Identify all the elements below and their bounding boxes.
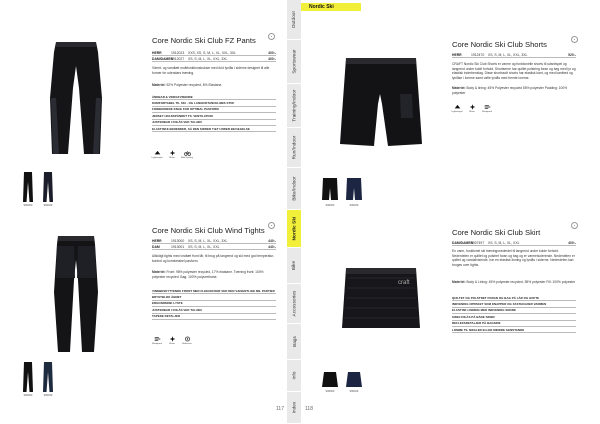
warm-icon: Warm [167, 150, 177, 159]
club-skirt-spec-table [452, 240, 576, 246]
club-shorts-image [336, 54, 426, 155]
windproof-icon: Windproof [482, 104, 492, 113]
feature-item: ÅNDBAR & VINDAFVISENDE [152, 94, 276, 100]
spec-row: HERR 1912470 XS, S, M, L, XL, XXL, 3XL 520:- [452, 52, 576, 57]
fz-pants-feature-icons [152, 150, 192, 159]
feature-item: JERSEY HOLDSPÅNDET TIL VENTILATION [152, 113, 276, 119]
reflective-icon: Reflective [182, 336, 192, 345]
tab-run-indoor[interactable]: Run/Indoor [287, 128, 301, 168]
fz-pants-image [36, 38, 116, 163]
club-shorts-badge-icon: ● [571, 36, 578, 43]
feature-item: INDVENDIG OPPAKET SOM KNAPPER OG FASTHOLDER VARMEN [452, 301, 576, 307]
feature-item: REFLEKSDETALJER PÅ BAGSIDE [452, 321, 576, 327]
color-thumb[interactable]: 999000 [22, 172, 34, 207]
feature-item: ELASTISK LINNING MED INDVENDIG SNORE [452, 308, 576, 314]
club-skirt-color-thumbs [322, 372, 362, 393]
tab-bags[interactable]: Bags [287, 324, 301, 360]
club-skirt-image [338, 262, 424, 339]
bike-icon: Bike/Cycling [182, 150, 192, 159]
club-shorts-description: CRAFT Nordic Ski Club Shorts er varme og funktionelle shorts til udsnitspel og langrend under koldt forhold. Shortserne har quiltet polstring foran og bag med lyr og elastisk inderbenslag. Disse shortssoft shorts har elastisk kant, og med kantbed og lynlåse i lomme samt vafle lynlås med fremte lomme. [452, 62, 576, 80]
fz-pants-description: Värmt- og vandtæt multifunktionsbukser med fuld lynlås i siderne designet til alle former for udendørs træning. [152, 66, 270, 75]
wind-tights-color-thumbs [22, 362, 54, 397]
fz-pants-badge-icon: ● [268, 33, 275, 40]
feature-item: FORBEDREDE KNAE FOR OPTIMAL PASFORM [152, 107, 276, 113]
color-thumb[interactable]: 999029 [346, 372, 362, 393]
wind-tights-title: Core Nordic Ski Club Wind Tights [152, 226, 265, 235]
tab-sportswear[interactable]: Sportswear [287, 40, 301, 84]
club-skirt-material: Materiel: Body & Lining: 45% polyester recycled, 55% polyester Fill: 100% polyester [452, 280, 576, 284]
lightweight-icon: Lightweight [152, 150, 162, 159]
spec-row: DAM/DAMEN 1907497 XS, S, M, L, XL, XXL 400:- [452, 240, 576, 245]
fz-pants-material: Materiel: 92% Polyester recycled, 8% Elastane. [152, 83, 223, 87]
left-page-number: 117 [276, 406, 284, 412]
feature-item: JUSTERBAR LYNLÅS VED TALJEN [152, 307, 276, 313]
feature-item: SIDELYNLÅS PÅ BÅDE SIDER [452, 314, 576, 320]
section-tab-strip [287, 0, 301, 424]
color-thumb[interactable]: 999000 [322, 178, 338, 207]
club-skirt-features [452, 295, 576, 333]
wind-tights-material: Materiel: Front: 98% polyester recycled, 17% elastane. Træning front: 100% polyester recycled. Bag: 100% polyurethane. [152, 270, 264, 279]
warm-icon: Warm [167, 336, 177, 345]
club-shorts-title: Core Nordic Ski Club Shorts [452, 40, 547, 49]
wind-tights-image [38, 232, 114, 361]
right-page-number: 118 [305, 406, 313, 412]
feature-item: ELASTISKE BENENDER, SÅ DEN SIDDER TÆT UNDER BEVÆGELSE [152, 126, 276, 132]
tab-accessories[interactable]: Accessories [287, 284, 301, 324]
feature-item: LOMME TIL NØGLER ELLER MINDRE GENSTANDE [452, 327, 576, 333]
wind-tights-spec-table [152, 238, 276, 250]
fz-pants-spec-table [152, 50, 276, 62]
fz-pants-features [152, 94, 276, 132]
club-shorts-spec-table [452, 52, 576, 58]
feature-item: VINDBESKYTTENDE FRONT MED FLEECEFOER VED DEN VÆSENTLIGE MIL PARTIER [152, 288, 275, 293]
section-header-band [301, 3, 361, 11]
color-thumb[interactable]: 999000 [322, 372, 338, 393]
club-shorts-color-thumbs [322, 178, 362, 207]
feature-item: JUSTERBAR LYNLÅS VED TALJEN [152, 120, 276, 126]
feature-item: KOMFORTABEL TIL SKI - OG LANGDISTANCELØBS STOF [152, 100, 276, 106]
tab-nordic-ski[interactable]: Nordic Ski [287, 210, 301, 248]
warm-icon: Warm [467, 104, 477, 113]
lightweight-icon: Lightweight [452, 104, 462, 113]
club-skirt-badge-icon: ● [571, 222, 578, 229]
windproof-icon: Windproof [152, 336, 162, 345]
wind-tights-features [152, 288, 276, 320]
wind-tights-feature-icons [152, 336, 192, 345]
tab-bike-indoor[interactable]: Bike/Indoor [287, 168, 301, 210]
section-header-label: Nordic Ski [309, 4, 334, 10]
wind-tights-description: Allsidigt tights med vindtæt front lår, til brug på langrend og ski med god temperatur-kontrol og komfortabel pasform. [152, 254, 275, 263]
spec-row: HERR 1913000 XS, S, M, L, XL, XXL, 3XL 440:- [152, 238, 276, 243]
fz-pants-color-thumbs [22, 172, 54, 207]
feature-item: TAPEDE DETALJER [152, 314, 276, 320]
tab-bike[interactable]: Bike [287, 248, 301, 284]
tab-index[interactable]: Index [287, 392, 301, 424]
club-shorts-material: Materiel: Body & lining: 45% Polyester recycled 55% polyester Padding: 100% polyester [452, 86, 568, 95]
color-thumb[interactable]: 999029 [42, 172, 54, 207]
tab-outdoor[interactable]: Outdoor [287, 0, 301, 40]
color-thumb[interactable]: 999029 [346, 178, 362, 207]
spec-row: HERR 1912023 XXS, XS, S, M, L, XL, XXL, 3XL 400:- [152, 50, 276, 55]
fz-pants-title: Core Nordic Ski Club FZ Pants [152, 36, 256, 45]
tab-training-indoor[interactable]: Training/Indoor [287, 84, 301, 128]
feature-item: BRYSTBLOK ÅBNET [152, 294, 276, 300]
spec-row: DAM 1913001 XS, S, M, L, XL, XXL 440:- [152, 244, 276, 249]
club-shorts-feature-icons [452, 104, 492, 113]
tab-info[interactable]: Info [287, 360, 301, 392]
feature-item: ERGONOMISK LYSTE [152, 301, 276, 307]
club-skirt-title: Core Nordic Ski Club Skirt [452, 228, 541, 237]
spec-row: DAM/DAMEN 1912027 XS, S, M, L, XL, XXL, 3XL 400:- [152, 56, 276, 61]
wind-tights-badge-icon: ● [268, 222, 275, 229]
color-thumb[interactable]: 999000 [22, 362, 34, 397]
club-skirt-description: En varm, funktionel ski træningsnederdel til langrend under kolde forhold. Nederdelen er quiltet og polstret foran og bag og er varmeisolerende. Nederdelen er quiltet og vandafvisende, har en elastisk linning og lynlås i siderne. Nederdelen kan bruges over tights. [452, 249, 575, 267]
feature-item: QUILTET OG POLSTRET FORAN OG BAG PÅ LÅR OG HOFTE [452, 295, 576, 301]
color-thumb[interactable]: 999029 [42, 362, 54, 397]
svg-text:craft: craft [398, 280, 410, 286]
